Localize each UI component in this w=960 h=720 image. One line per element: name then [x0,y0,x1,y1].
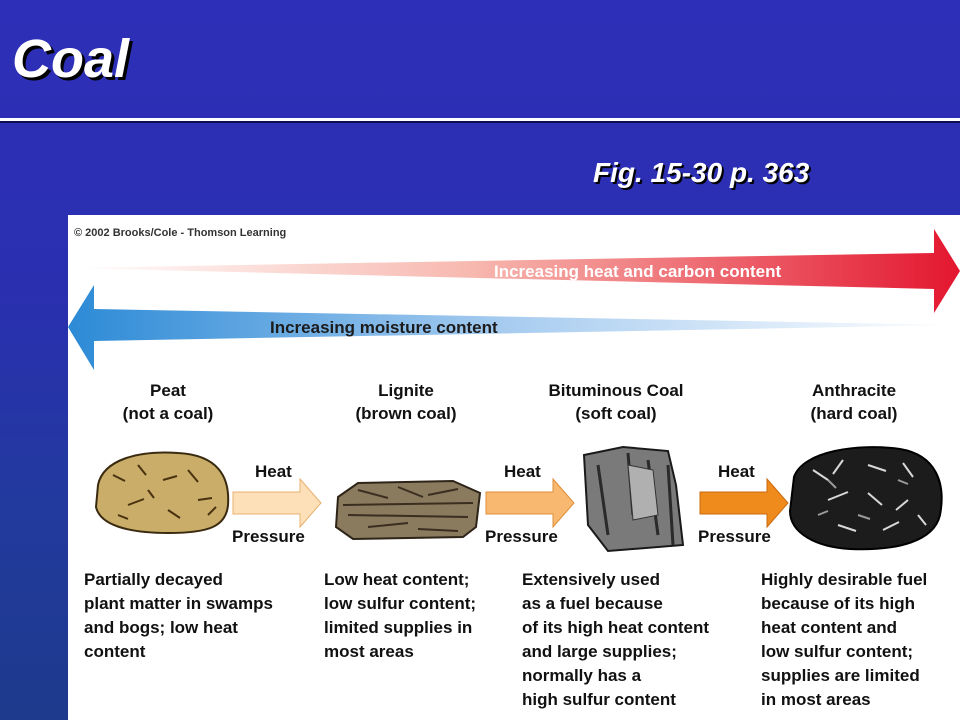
description-bituminous: Extensively used as a fuel because of its high heat content and large supplies; normally has a high sulfur content [522,570,709,709]
peat-sample-image [96,452,228,533]
stage-title-anthracite: Anthracite (hard coal) [810,381,898,423]
copyright-notice: © 2002 Brooks/Cole - Thomson Learning [74,227,287,239]
lignite-sample-image [336,481,480,539]
moisture-label: Increasing moisture content [270,318,498,337]
transition-arrow-3 [700,479,788,527]
description-peat: Partially decayed plant matter in swamps and bogs; low heat content [84,570,273,661]
description-lignite: Low heat content; low sulfur content; limited supplies in most areas [324,570,477,661]
title-divider [0,118,960,121]
heat-carbon-label: Increasing heat and carbon content [494,262,782,281]
transition-1-pressure-label: Pressure [232,527,305,546]
transition-2-heat-label: Heat [504,462,541,481]
transition-1-heat-label: Heat [255,462,292,481]
stage-title-peat: Peat (not a coal) [122,381,214,423]
slide-title: Coal [12,29,130,89]
bituminous-sample-image [584,447,683,551]
moisture-arrow [68,285,960,370]
stage-title-bituminous: Bituminous Coal (soft coal) [548,381,684,423]
figure-panel [68,215,960,720]
stage-title-lignite: Lignite (brown coal) [355,381,457,423]
anthracite-sample-image [790,447,942,549]
figure-reference: Fig. 15-30 p. 363 [593,157,810,188]
transition-3-pressure-label: Pressure [698,527,771,546]
description-anthracite: Highly desirable fuel because of its high heat content and low sulfur content; supplies are limited in most areas [761,570,928,709]
transition-arrow-2 [486,479,574,527]
transition-2-pressure-label: Pressure [485,527,558,546]
transition-arrow-1 [233,479,321,527]
transition-3-heat-label: Heat [718,462,755,481]
